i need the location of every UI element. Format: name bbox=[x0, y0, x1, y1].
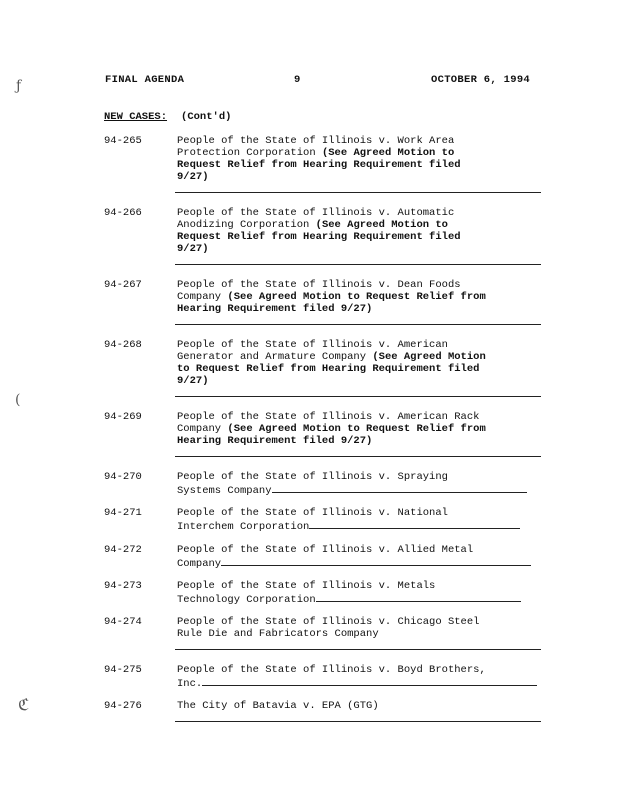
case-caption: People of the State of Illinois v. Boyd Brothers, Inc. bbox=[177, 664, 486, 690]
case-note: (See Agreed Motion to Request Relief from Hearing Requirement filed 9/27) bbox=[177, 147, 461, 183]
case-caption: People of the State of Illinois v. National Interchem Corporation bbox=[177, 507, 448, 533]
signature-line bbox=[175, 721, 541, 722]
case-number: 94-273 bbox=[104, 580, 142, 592]
signature-line bbox=[175, 264, 541, 265]
signature-line bbox=[202, 676, 537, 686]
signature-line bbox=[175, 324, 541, 325]
case-caption: People of the State of Illinois v. Allied Metal Company bbox=[177, 544, 474, 570]
signature-line bbox=[175, 396, 541, 397]
header-date: OCTOBER 6, 1994 bbox=[431, 74, 531, 86]
case-caption: People of the State of Illinois v. Automatic Anodizing Corporation bbox=[177, 207, 455, 231]
case-number: 94-269 bbox=[104, 411, 142, 423]
case-number: 94-265 bbox=[104, 135, 142, 147]
case-number: 94-274 bbox=[104, 616, 142, 628]
case-title bbox=[177, 411, 543, 447]
case-title bbox=[177, 544, 543, 570]
case-caption: People of the State of Illinois v. American Generator and Armature Company bbox=[177, 339, 448, 363]
case-number: 94-275 bbox=[104, 664, 142, 676]
case-number: 94-268 bbox=[104, 339, 142, 351]
signature-line bbox=[221, 556, 531, 566]
case-title bbox=[177, 507, 543, 533]
case-title bbox=[177, 616, 543, 640]
case-number: 94-266 bbox=[104, 207, 142, 219]
case-title bbox=[177, 664, 543, 690]
case-title bbox=[177, 339, 543, 387]
case-title bbox=[177, 700, 543, 712]
signature-line bbox=[175, 456, 541, 457]
page-number: 9 bbox=[294, 74, 301, 86]
case-number: 94-272 bbox=[104, 544, 142, 556]
case-note: (See Agreed Motion to Request Relief from Hearing Requirement filed 9/27) bbox=[177, 291, 486, 315]
section-label: NEW CASES: bbox=[104, 111, 168, 123]
case-caption: People of the State of Illinois v. Spraying Systems Company bbox=[177, 471, 448, 497]
case-number: 94-276 bbox=[104, 700, 142, 712]
signature-line bbox=[272, 483, 527, 493]
signature-line bbox=[309, 519, 520, 529]
section-continued: (Cont'd) bbox=[181, 111, 232, 123]
case-caption: People of the State of Illinois v. Metals Technology Corporation bbox=[177, 580, 436, 606]
case-number: 94-270 bbox=[104, 471, 142, 483]
case-note: (See Agreed Motion to Request Relief from Hearing Requirement filed 9/27) bbox=[177, 423, 486, 447]
case-caption: People of the State of Illinois v. American Rack Company bbox=[177, 411, 480, 435]
page-header bbox=[0, 74, 618, 88]
header-title: FINAL AGENDA bbox=[105, 74, 185, 86]
case-caption: The City of Batavia v. EPA (GTG) bbox=[177, 700, 379, 712]
signature-line bbox=[175, 649, 541, 650]
case-title bbox=[177, 135, 543, 183]
case-caption: People of the State of Illinois v. Chicago Steel Rule Die and Fabricators Company bbox=[177, 616, 480, 640]
case-note: (See Agreed Motion to Request Relief from Hearing Requirement filed 9/27) bbox=[177, 219, 461, 255]
section-heading bbox=[104, 111, 231, 123]
case-title bbox=[177, 471, 543, 497]
case-title bbox=[177, 207, 543, 255]
case-title bbox=[177, 279, 543, 315]
case-title bbox=[177, 580, 543, 606]
case-caption: People of the State of Illinois v. Dean Foods Company bbox=[177, 279, 461, 303]
margin-mark: ƒ bbox=[16, 78, 22, 94]
case-number: 94-271 bbox=[104, 507, 142, 519]
signature-line bbox=[175, 192, 541, 193]
case-number: 94-267 bbox=[104, 279, 142, 291]
margin-mark: ℭ bbox=[18, 695, 30, 714]
case-note: (See Agreed Motion to Request Relief from Hearing Requirement filed 9/27) bbox=[177, 351, 486, 387]
margin-mark: ( bbox=[15, 392, 21, 408]
signature-line bbox=[316, 592, 521, 602]
case-caption: People of the State of Illinois v. Work Area Protection Corporation bbox=[177, 135, 455, 159]
